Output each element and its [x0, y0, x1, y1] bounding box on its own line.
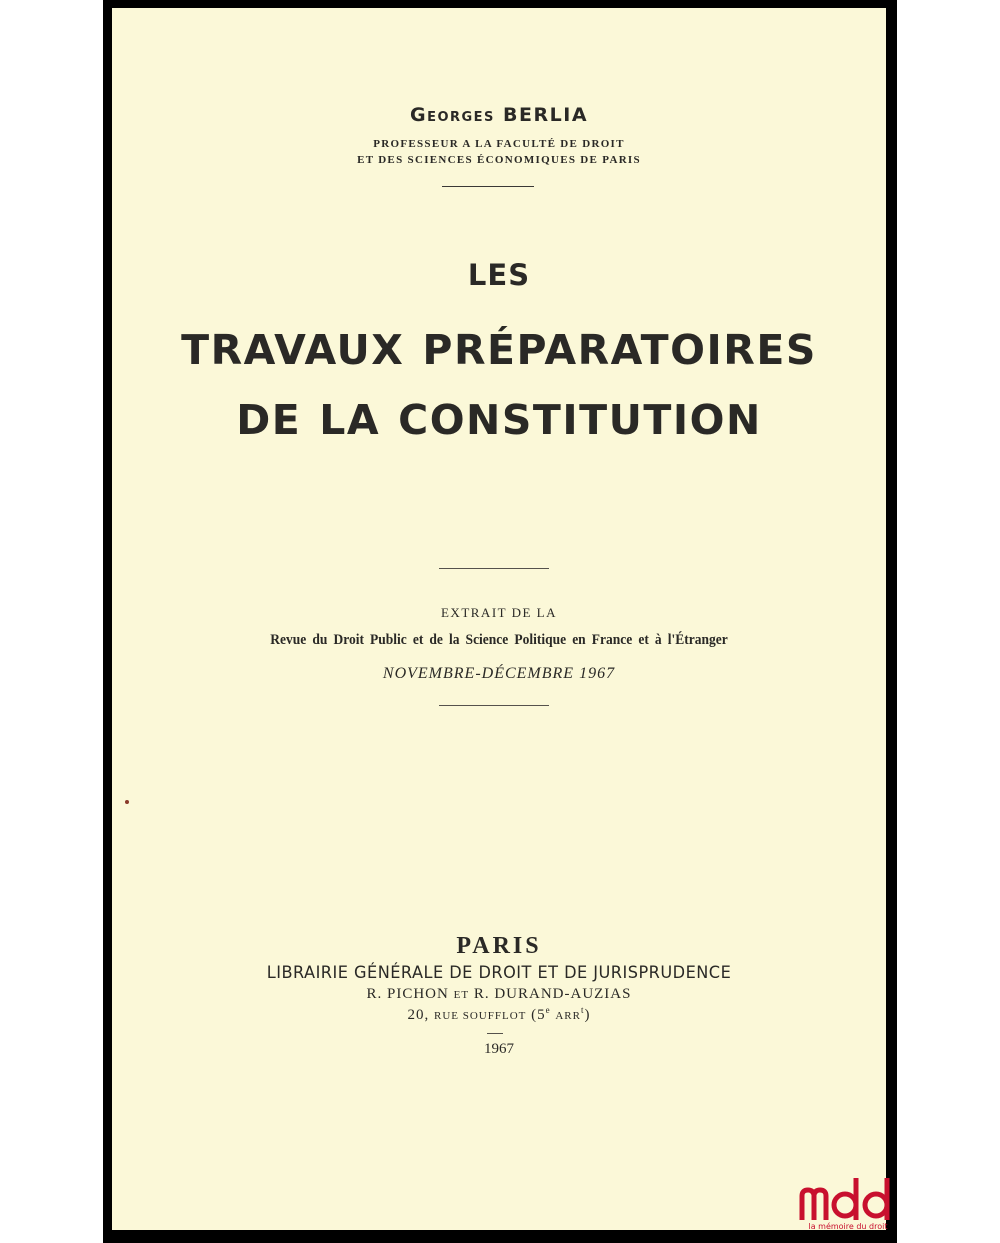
title-word-travaux: TRAVAUX — [181, 326, 405, 374]
issue-date: NOVEMBRE-DÉCEMBRE 1967 — [382, 665, 616, 682]
author-affiliation-line2: ET DES SCIENCES ÉCONOMIQUES DE PARIS — [357, 154, 641, 166]
address-arr-open: (5 — [531, 1007, 546, 1023]
mdd-logo — [798, 1174, 898, 1243]
title-line3 — [112, 396, 886, 444]
title-word-preparatoires: PRÉPARATOIRES — [422, 326, 817, 374]
book-cover — [112, 8, 886, 1230]
address-arr-sup2: t — [580, 1005, 585, 1015]
printer-b: R. DURAND-AUZIAS — [473, 986, 632, 1002]
title-word-constitution: CONSTITUTION — [398, 396, 762, 444]
title-word-la: LA — [319, 396, 381, 444]
author-name — [112, 104, 886, 126]
title-line2 — [112, 326, 886, 374]
author-last-name: BERLIA — [503, 104, 589, 126]
author-affiliation-line1: PROFESSEUR A LA FACULTÉ DE DROIT — [373, 138, 625, 150]
address-arr-word: ARR — [555, 1010, 581, 1022]
journal-title: Revue du Droit Public et de la Science Politique en France et à l'Étranger — [270, 632, 728, 648]
address-arr-sup: e — [545, 1005, 551, 1015]
year-dash — [487, 1033, 503, 1034]
printers-line — [112, 986, 886, 1003]
extract-divider-top — [439, 568, 549, 569]
publication-year: 1967 — [484, 1041, 514, 1057]
address-arr-close: ) — [584, 1007, 591, 1023]
publisher-address — [112, 1005, 886, 1024]
title-line1: LES — [467, 258, 531, 292]
address-number: 20, — [407, 1007, 430, 1023]
mdd-logo-tagline: la mémoire du droit — [808, 1222, 888, 1231]
mdd-logo-icon — [798, 1174, 894, 1222]
printer-a: R. PICHON — [366, 986, 449, 1002]
extract-label: EXTRAIT DE LA — [440, 605, 558, 620]
author-first-name: Georges — [409, 104, 495, 126]
printers-and: ET — [453, 989, 470, 1001]
publisher-name: LIBRAIRIE GÉNÉRALE DE DROIT ET DE JURISPRUDENCE — [266, 963, 732, 983]
extract-divider-bottom — [439, 705, 549, 706]
title-word-de: DE — [236, 396, 302, 444]
paper-speck — [125, 800, 129, 804]
publisher-city: PARIS — [456, 933, 542, 959]
author-divider — [442, 186, 534, 187]
address-street: RUE SOUFFLOT — [433, 1010, 527, 1022]
